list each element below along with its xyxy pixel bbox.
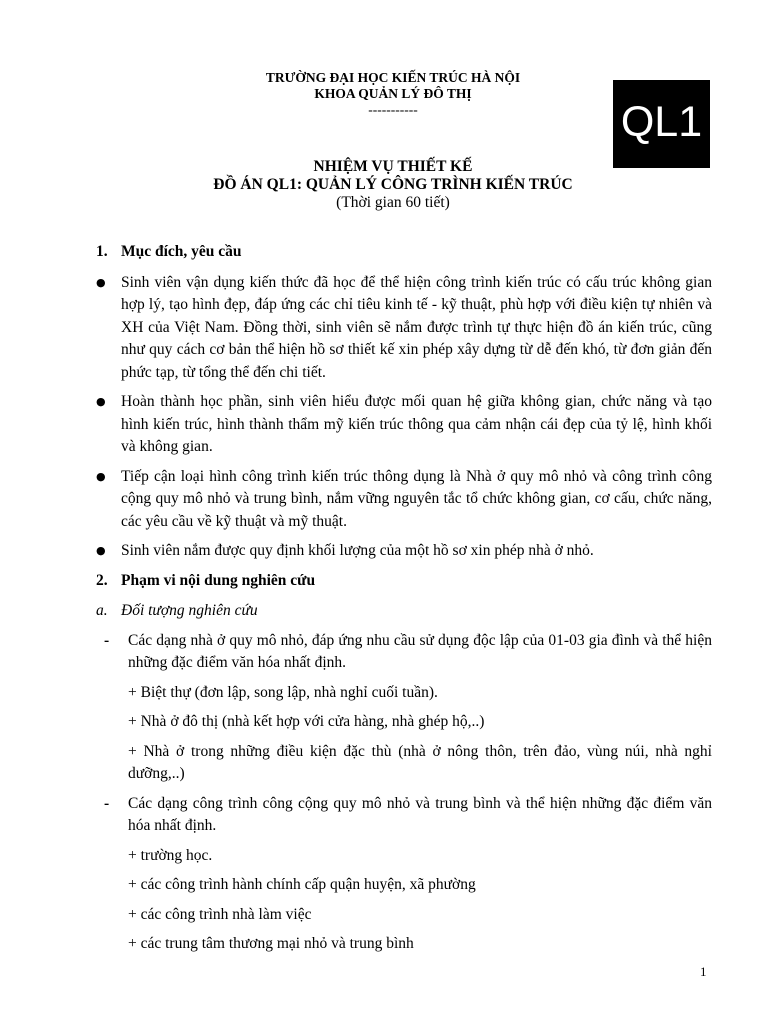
header-divider: ----------- [368, 102, 418, 117]
bullet-item [96, 540, 712, 563]
bullet-text: Tiếp cận loại hình công trình kiến trúc thông dụng là Nhà ở quy mô nhỏ và công trình công cộng quy mô nhỏ và trung bình, nắm vững nguyên tắc tổ chức không gian, cơ cấu, chức năng, các yêu cầu về kỹ thuật và mỹ thuật. [121, 467, 712, 530]
bullet-item [96, 272, 712, 385]
bullet-text: Hoàn thành học phần, sinh viên hiểu được mối quan hệ giữa không gian, chức năng và tạo hình kiến trúc, hình thành thẩm mỹ kiến trúc thông qua cảm nhận cái đẹp của tỷ lệ, hình khối và không gian. [121, 393, 712, 455]
dash-item [96, 793, 712, 838]
section-title: Mục đích, yêu cầu [121, 243, 242, 260]
dash-icon: - [104, 794, 110, 812]
title-line-2: ĐỒ ÁN QL1: QUẢN LÝ CÔNG TRÌNH KIẾN TRÚC [213, 176, 573, 193]
bullet-text: Sinh viên vận dụng kiến thức đã học để thể hiện công trình kiến trúc có cấu trúc không gian hợp lý, tạo hình đẹp, đáp ứng các chỉ tiêu kinh tế - kỹ thuật, phù hợp với điều kiện tự nhiên và XH của Việt Nam. Đồng thời, sinh viên sẽ nắm được trình tự thực hiện đồ án kiến trúc, cũng như quy cách cơ bản thể hiện hồ sơ thiết kế xin phép xây dựng từ dễ đến khó, từ đơn giản đến phức tạp, từ tổng thể đến chi tiết. [121, 273, 712, 381]
plus-item: + Nhà ở đô thị (nhà kết hợp với cửa hàng, nhà ghép hộ,..) [128, 713, 485, 730]
bullet-item [96, 466, 712, 534]
plus-item: + Nhà ở trong những điều kiện đặc thù (nhà ở nông thôn, trên đảo, vùng núi, nhà nghỉ dưỡng,..) [128, 742, 712, 782]
plus-item: + trường học. [128, 846, 213, 864]
document-title [0, 158, 768, 212]
page-number: 1 [700, 964, 707, 979]
faculty-name: KHOA QUẢN LÝ ĐÔ THỊ [314, 86, 472, 101]
dash-text: Các dạng công trình công cộng quy mô nhỏ và trung bình và thể hiện những đặc điểm văn hóa nhất định. [128, 794, 712, 834]
section-title: Phạm vi nội dung nghiên cứu [121, 571, 316, 589]
bullet-icon: ● [96, 275, 106, 289]
bullet-item [96, 391, 712, 459]
bullet-icon: ● [96, 395, 106, 408]
dash-text: Các dạng nhà ở quy mô nhỏ, đáp ứng nhu cầu sử dụng độc lập của 01-03 gia đình và thể hiện những đặc điểm văn hóa nhất định. [128, 631, 712, 671]
section-2-heading [96, 570, 712, 593]
university-name: TRƯỜNG ĐẠI HỌC KIẾN TRÚC HÀ NỘI [265, 70, 521, 85]
title-duration: (Thời gian 60 tiết) [336, 194, 450, 211]
bullet-icon: ● [96, 469, 106, 483]
plus-item: + các trung tâm thương mại nhỏ và trung bình [128, 935, 414, 952]
bullet-icon: ● [96, 544, 106, 557]
dash-item [96, 630, 712, 675]
subsection-letter: a. [96, 602, 108, 619]
subsection-title: Đối tượng nghiên cứu [121, 602, 258, 619]
subsection-a [96, 600, 712, 623]
badge-text: QL1 [620, 98, 703, 146]
plus-item: + Biệt thự (đơn lập, song lập, nhà nghỉ cuối tuần). [128, 683, 438, 701]
title-line-1: NHIỆM VỤ THIẾT KẾ [313, 158, 473, 175]
plus-item: + các công trình nhà làm việc [128, 905, 312, 923]
section-number: 2. [96, 571, 108, 589]
plus-item: + các công trình hành chính cấp quận huyện, xã phường [128, 876, 476, 893]
section-1-heading [96, 241, 712, 264]
section-number: 1. [96, 243, 108, 260]
document-body [96, 241, 712, 963]
bullet-text: Sinh viên nắm được quy định khối lượng của một hồ sơ xin phép nhà ở nhỏ. [121, 542, 594, 559]
course-code-badge [613, 80, 710, 168]
dash-icon: - [104, 631, 110, 649]
